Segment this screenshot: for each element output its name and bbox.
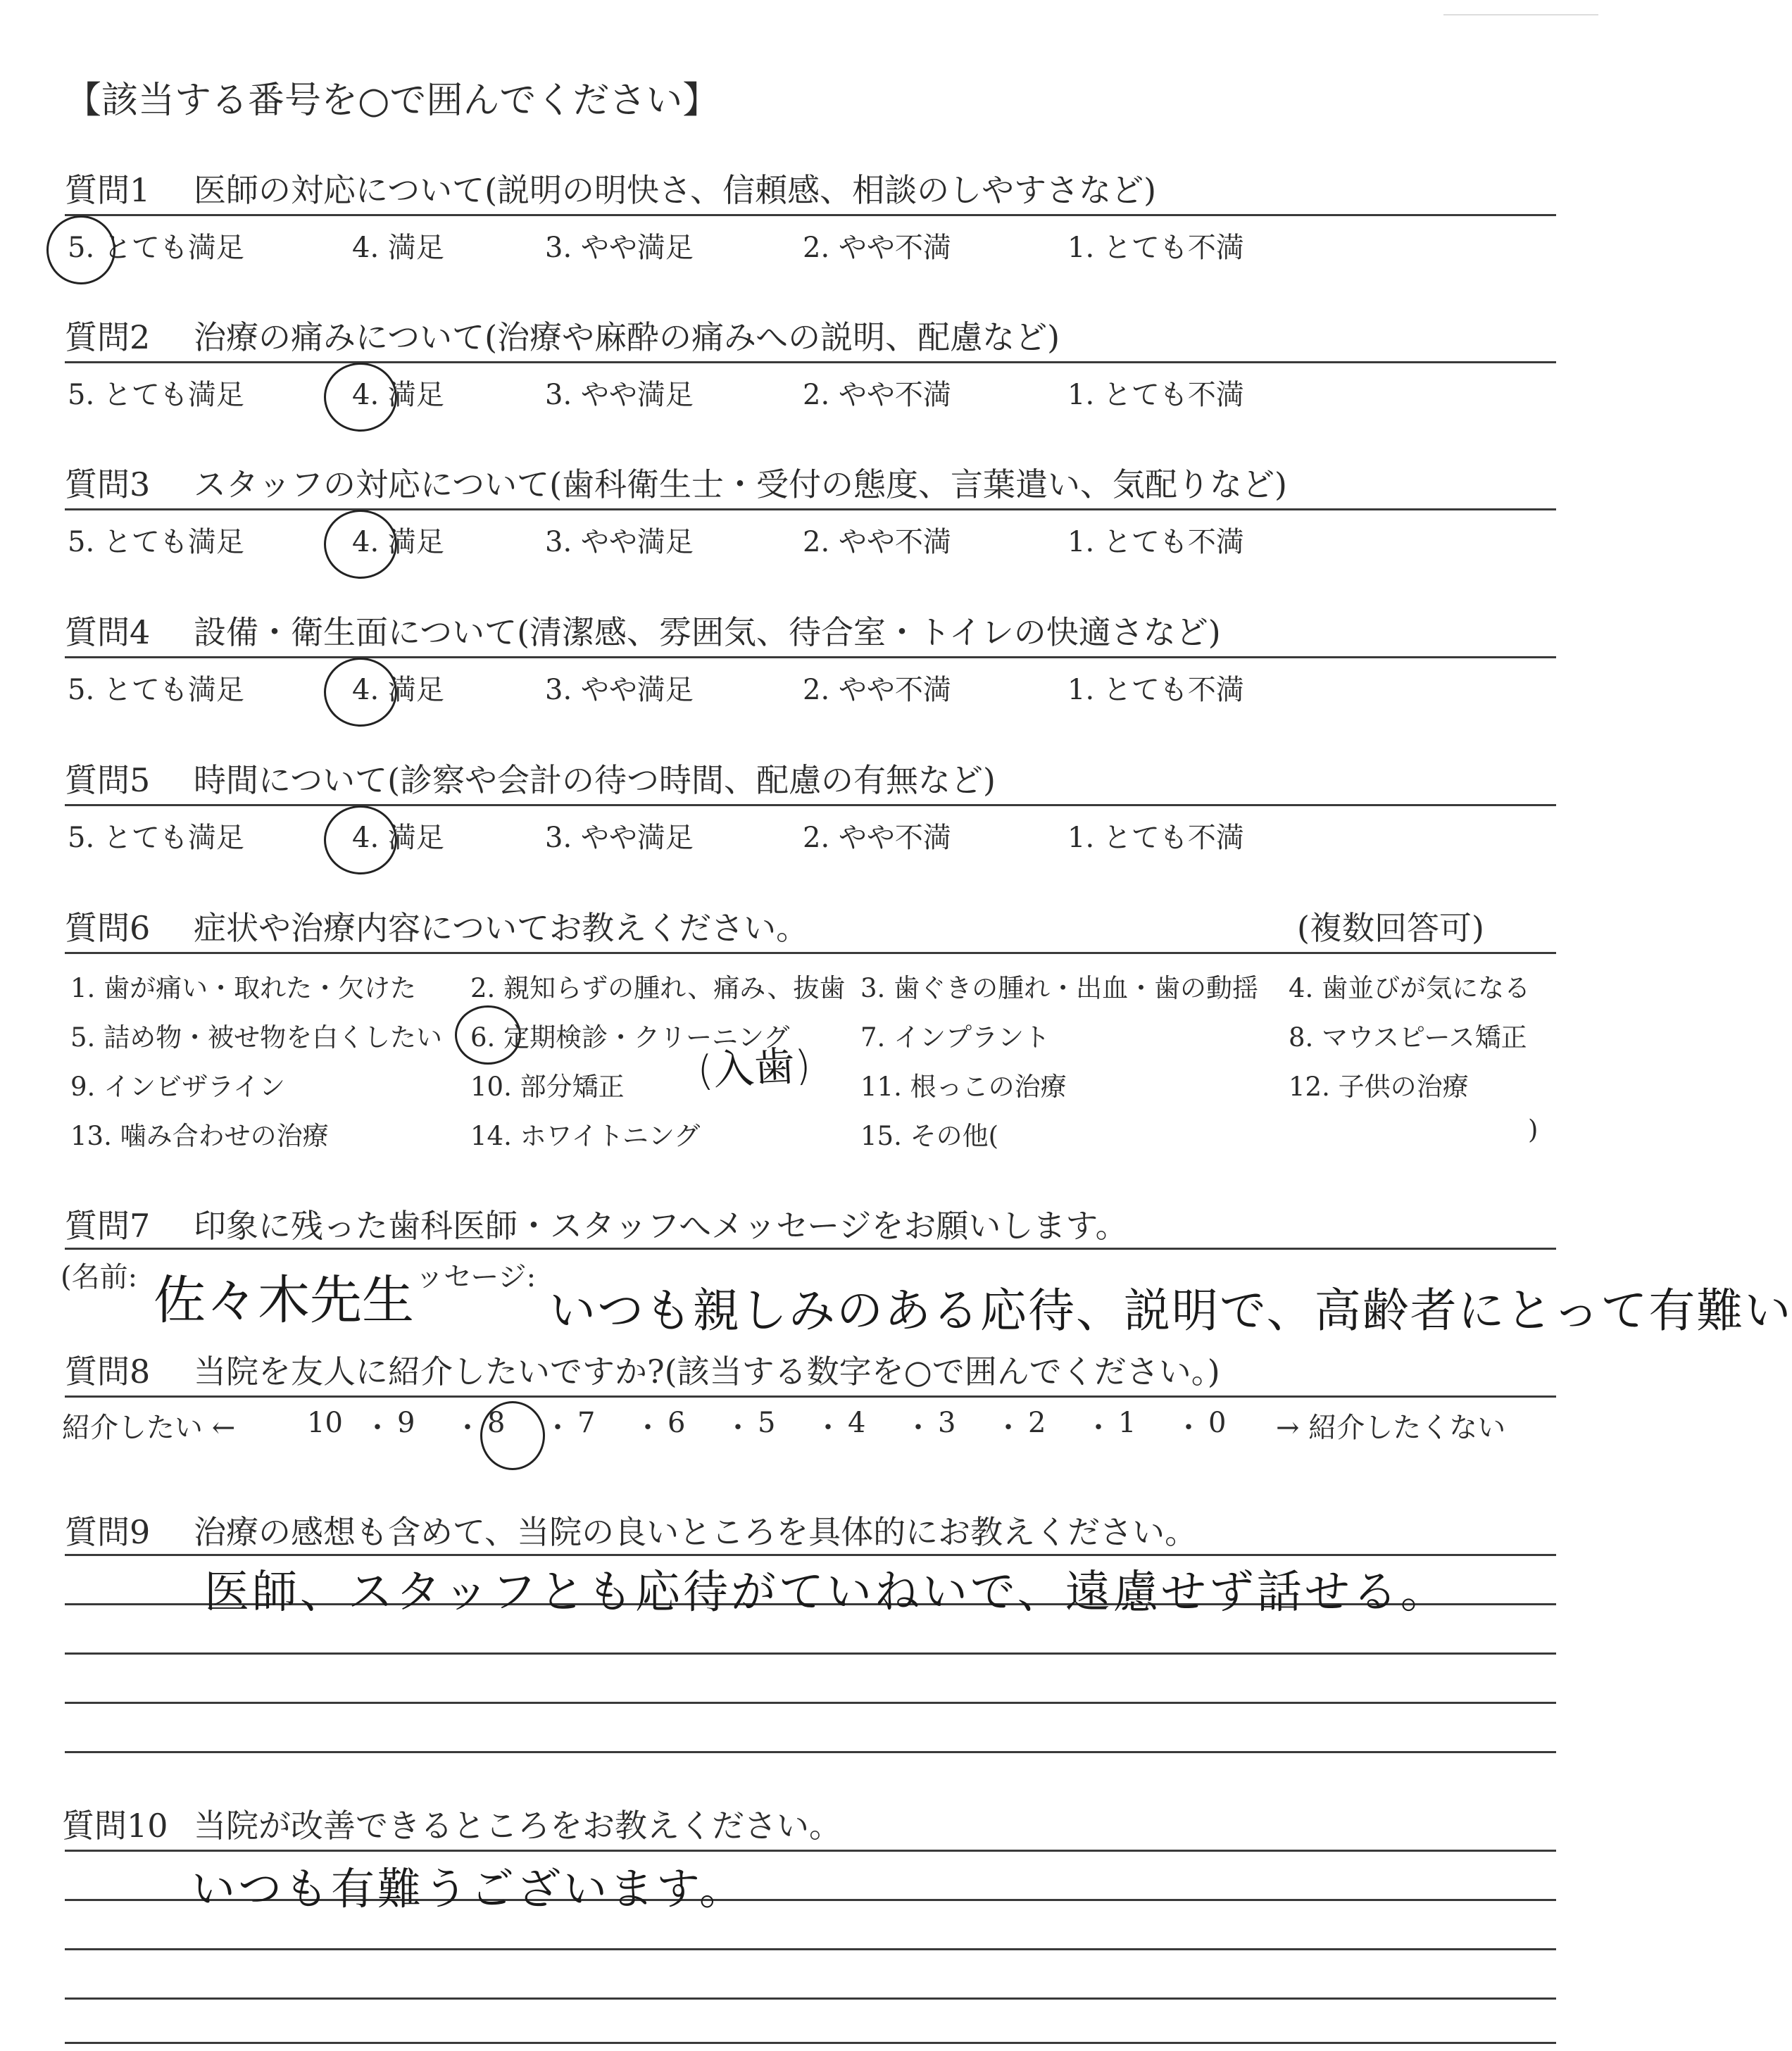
q9-rule-4 xyxy=(65,1702,1556,1704)
q3-option-4[interactable]: 4. 満足 xyxy=(352,526,444,558)
q2-label: 質問2 xyxy=(65,318,151,356)
q5-option-4[interactable]: 4. 満足 xyxy=(352,822,444,854)
scan-edge-line xyxy=(1443,14,1598,15)
q1-rule xyxy=(65,214,1556,216)
form-header: 【該当する番号を○で囲んでください】 xyxy=(65,80,720,122)
q8-scale-9[interactable]: 9 xyxy=(397,1407,415,1439)
q2-option-1[interactable]: 1. とても不満 xyxy=(1067,379,1244,411)
q6-option-2[interactable]: 2. 親知らずの腫れ、痛み、抜歯 xyxy=(470,973,846,1003)
q8-scale-separator: ・ xyxy=(634,1412,662,1444)
q10-rule-4 xyxy=(65,1997,1556,2000)
q10-rule-5 xyxy=(65,2042,1556,2044)
q8-scale-5[interactable]: 5 xyxy=(758,1407,776,1439)
q8-scale-4[interactable]: 4 xyxy=(848,1407,866,1439)
q4-label: 質問4 xyxy=(65,613,151,651)
q7-name-label: (名前: xyxy=(61,1261,138,1293)
q6-label: 質問6 xyxy=(65,909,151,947)
q1-option-1[interactable]: 1. とても不満 xyxy=(1067,232,1244,264)
q3-option-1[interactable]: 1. とても不満 xyxy=(1067,526,1244,558)
q6-option-10[interactable]: 10. 部分矯正 xyxy=(470,1072,625,1102)
q1-selection-circle xyxy=(46,215,115,284)
q2-option-5[interactable]: 5. とても満足 xyxy=(68,379,244,411)
q3-text: スタッフの対応について(歯科衛生士・受付の態度、言葉遣い、気配りなど) xyxy=(194,465,1287,503)
q6-option-3[interactable]: 3. 歯ぐきの腫れ・出血・歯の動揺 xyxy=(860,973,1259,1003)
q5-label: 質問5 xyxy=(65,761,151,799)
q7-message-value[interactable]: いつも親しみのある応待、説明で、高齢者にとって有難い xyxy=(549,1284,1792,1338)
q4-option-4[interactable]: 4. 満足 xyxy=(352,674,444,706)
q1-label: 質問1 xyxy=(65,171,151,209)
q6-option-11[interactable]: 11. 根っこの治療 xyxy=(860,1072,1067,1102)
q3-rule xyxy=(65,508,1556,510)
q6-option-7[interactable]: 7. インプラント xyxy=(860,1022,1051,1053)
q8-scale-0[interactable]: 0 xyxy=(1208,1407,1227,1439)
q6-option-15-close: ) xyxy=(1528,1115,1539,1145)
q8-scale-2[interactable]: 2 xyxy=(1028,1407,1046,1439)
q6-text: 症状や治療内容についてお教えください。 xyxy=(194,909,809,947)
q2-option-4[interactable]: 4. 満足 xyxy=(352,379,444,411)
q9-label: 質問9 xyxy=(65,1513,151,1551)
q3-option-2[interactable]: 2. やや不満 xyxy=(803,526,951,558)
q2-selection-circle xyxy=(324,363,397,432)
q6-rule xyxy=(65,952,1556,954)
q8-scale-separator: ・ xyxy=(994,1412,1022,1444)
q8-left-label: 紹介したい ← xyxy=(62,1412,236,1444)
q8-label: 質問8 xyxy=(65,1353,151,1391)
q1-option-4[interactable]: 4. 満足 xyxy=(352,232,444,264)
q5-selection-circle xyxy=(324,805,397,874)
q5-text: 時間について(診察や会計の待つ時間、配慮の有無など) xyxy=(194,761,996,799)
q9-text: 治療の感想も含めて、当院の良いところを具体的にお教えください。 xyxy=(194,1513,1198,1551)
q3-label: 質問3 xyxy=(65,465,151,503)
q8-right-label: → 紹介したくない xyxy=(1276,1412,1506,1444)
q5-option-5[interactable]: 5. とても満足 xyxy=(68,822,244,854)
q5-option-3[interactable]: 3. やや満足 xyxy=(545,822,694,854)
q9-answer[interactable]: 医師、スタッフとも応待がていねいで、遠慮せず話せる。 xyxy=(204,1567,1448,1619)
q5-option-2[interactable]: 2. やや不満 xyxy=(803,822,951,854)
q7-name-value[interactable]: 佐々木先生 xyxy=(153,1270,414,1331)
q6-note: (複数回答可) xyxy=(1297,909,1484,947)
q4-option-2[interactable]: 2. やや不満 xyxy=(803,674,951,706)
q1-option-5[interactable]: 5. とても満足 xyxy=(68,232,244,264)
q3-selection-circle xyxy=(324,510,397,579)
q6-option-5[interactable]: 5. 詰め物・被せ物を白くしたい xyxy=(70,1022,443,1053)
q2-option-3[interactable]: 3. やや満足 xyxy=(545,379,694,411)
q8-scale-separator: ・ xyxy=(1174,1412,1203,1444)
q8-scale-separator: ・ xyxy=(724,1412,752,1444)
q7-text: 印象に残った歯科医師・スタッフへメッセージをお願いします。 xyxy=(194,1207,1128,1245)
q8-scale-separator: ・ xyxy=(363,1412,391,1444)
q8-scale-8[interactable]: 8 xyxy=(487,1407,506,1439)
q7-rule xyxy=(65,1248,1556,1250)
q4-option-1[interactable]: 1. とても不満 xyxy=(1067,674,1244,706)
q6-option-15[interactable]: 15. その他( xyxy=(860,1121,999,1151)
q8-scale-separator: ・ xyxy=(814,1412,842,1444)
q8-scale-separator: ・ xyxy=(453,1412,482,1444)
q7-message-label: ッセージ: xyxy=(415,1261,537,1293)
q5-option-1[interactable]: 1. とても不満 xyxy=(1067,822,1244,854)
q8-scale-separator: ・ xyxy=(904,1412,932,1444)
q1-option-3[interactable]: 3. やや満足 xyxy=(545,232,694,264)
q9-rule-3 xyxy=(65,1652,1556,1655)
q1-text: 医師の対応について(説明の明快さ、信頼感、相談のしやすさなど) xyxy=(194,171,1157,209)
q8-scale-3[interactable]: 3 xyxy=(938,1407,956,1439)
q8-scale-1[interactable]: 1 xyxy=(1118,1407,1136,1439)
q2-option-2[interactable]: 2. やや不満 xyxy=(803,379,951,411)
q5-rule xyxy=(65,804,1556,806)
q4-rule xyxy=(65,656,1556,658)
q10-answer[interactable]: いつも有難うございます。 xyxy=(192,1863,746,1914)
q8-selection-circle xyxy=(480,1401,545,1470)
q8-scale-10[interactable]: 10 xyxy=(307,1407,343,1439)
q2-rule xyxy=(65,361,1556,363)
q6-selection-circle xyxy=(455,1005,521,1065)
q6-option-1[interactable]: 1. 歯が痛い・取れた・欠けた xyxy=(70,973,417,1003)
q7-label: 質問7 xyxy=(65,1207,151,1245)
q10-rule-3 xyxy=(65,1948,1556,1950)
q8-text: 当院を友人に紹介したいですか?(該当する数字を○で囲んでください。) xyxy=(194,1353,1220,1391)
q8-scale-7[interactable]: 7 xyxy=(577,1407,596,1439)
q3-option-3[interactable]: 3. やや満足 xyxy=(545,526,694,558)
q6-option-12[interactable]: 12. 子供の治療 xyxy=(1289,1072,1469,1102)
q10-text: 当院が改善できるところをお教えください。 xyxy=(194,1807,841,1845)
q6-option-14[interactable]: 14. ホワイトニング xyxy=(470,1121,701,1151)
q6-option-9[interactable]: 9. インビザライン xyxy=(70,1072,285,1102)
q10-rule-1 xyxy=(65,1850,1556,1852)
q6-option-8[interactable]: 8. マウスピース矯正 xyxy=(1289,1022,1527,1053)
q10-label: 質問10 xyxy=(62,1807,168,1845)
q8-scale-separator: ・ xyxy=(1084,1412,1113,1444)
q6-option-4[interactable]: 4. 歯並びが気になる xyxy=(1289,973,1531,1003)
q8-scale-separator: ・ xyxy=(544,1412,572,1444)
q3-option-5[interactable]: 5. とても満足 xyxy=(68,526,244,558)
q6-option-13[interactable]: 13. 噛み合わせの治療 xyxy=(70,1121,329,1151)
q4-text: 設備・衛生面について(清潔感、雰囲気、待合室・トイレの快適さなど) xyxy=(194,613,1221,651)
q6-option-6[interactable]: 6. 定期検診・クリーニング xyxy=(470,1022,790,1053)
q4-option-5[interactable]: 5. とても満足 xyxy=(68,674,244,706)
q4-option-3[interactable]: 3. やや満足 xyxy=(545,674,694,706)
q9-rule-5 xyxy=(65,1751,1556,1753)
q1-option-2[interactable]: 2. やや不満 xyxy=(803,232,951,264)
q8-rule xyxy=(65,1395,1556,1398)
q2-text: 治療の痛みについて(治療や麻酔の痛みへの説明、配慮など) xyxy=(194,318,1060,356)
q4-selection-circle xyxy=(324,658,397,727)
q8-scale-6[interactable]: 6 xyxy=(668,1407,686,1439)
q6-handwritten-note: (入歯) xyxy=(696,1041,813,1096)
